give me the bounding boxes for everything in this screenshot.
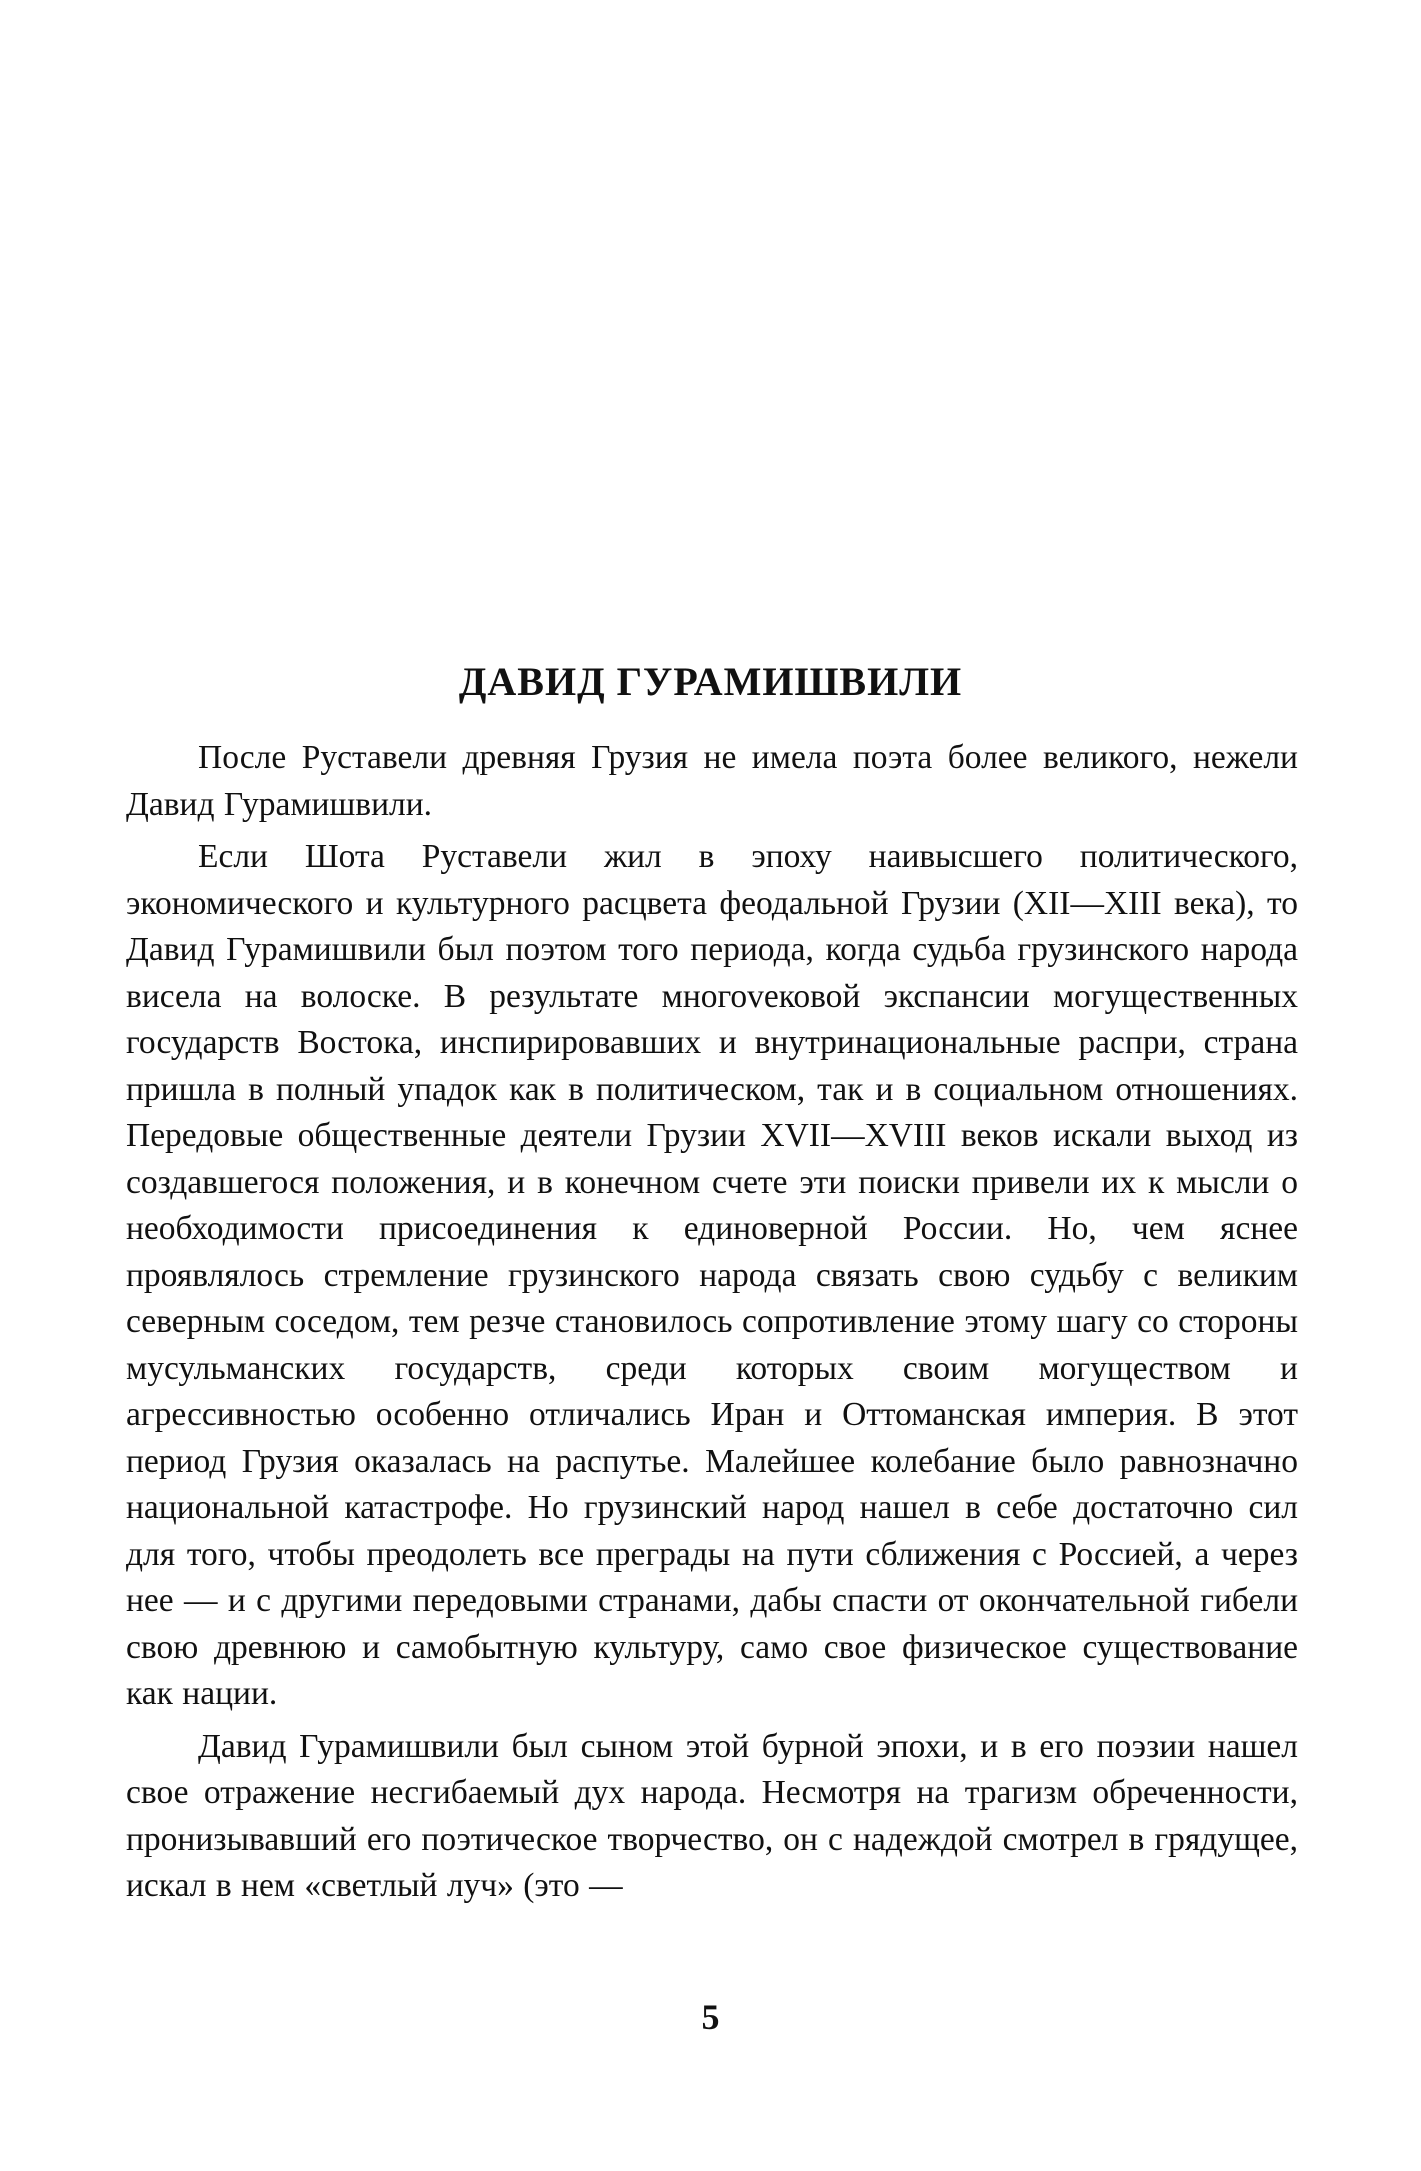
page-number: 5 bbox=[701, 1997, 720, 2037]
paragraph: После Руставели древняя Грузия не имела поэта более великого, нежели Давид Гурамишвили. bbox=[126, 739, 1298, 823]
paragraph: Давид Гурамишвили был сыном этой бурной эпохи, и в его поэзии нашел свое отражение несгибаемый дух народа. Несмотря на трагизм обреченности, пронизывавший его поэтическое творчество, он с надеждой смотрел в грядущее, искал в нем «светлый луч» (это — bbox=[126, 1727, 1298, 1904]
body-text bbox=[126, 735, 1298, 1910]
paragraph: Если Шота Руставели жил в эпоху наивысшего политического, экономического и культурного расцвета феодальной Грузии (XII—XIII века), то Давид Гурамишвили был поэтом того периода, когда судьба грузинского народа висела на волоске. В результате многоvековой экспансии могущественных государств Востока, инспирировавших и внутринациональные распри, страна пришла в полный упадок как в политическом, так и в социальном отношениях. Передовые общественные деятели Грузии XVII—XVIII веков искали выход из создавшегося положения, и в конечном счете эти поиски привели их к мысли о необходимости присоединения к единоверной России. Но, чем яснее проявлялось стремление грузинского народа связать свою судьбу с великим северным соседом, тем резче становилось сопротивление этому шагу со стороны мусульманских государств, среди которых своим могуществом и агрессивностью особенно отличались Иран и Оттоманская империя. В этот период Грузия оказалась на распутье. Малейшее колебание было равнозначно национальной катастрофе. Но грузинский народ нашел в себе достаточно сил для того, чтобы преодолеть все преграды на пути сближения с Россией, а через нее — и с другими передовыми странами, дабы спасти от окончательной гибели свою древнюю и самобытную культуру, само свое физическое существование как нации. bbox=[126, 838, 1298, 1712]
chapter-title: ДАВИД ГУРАМИШВИЛИ bbox=[458, 659, 963, 704]
